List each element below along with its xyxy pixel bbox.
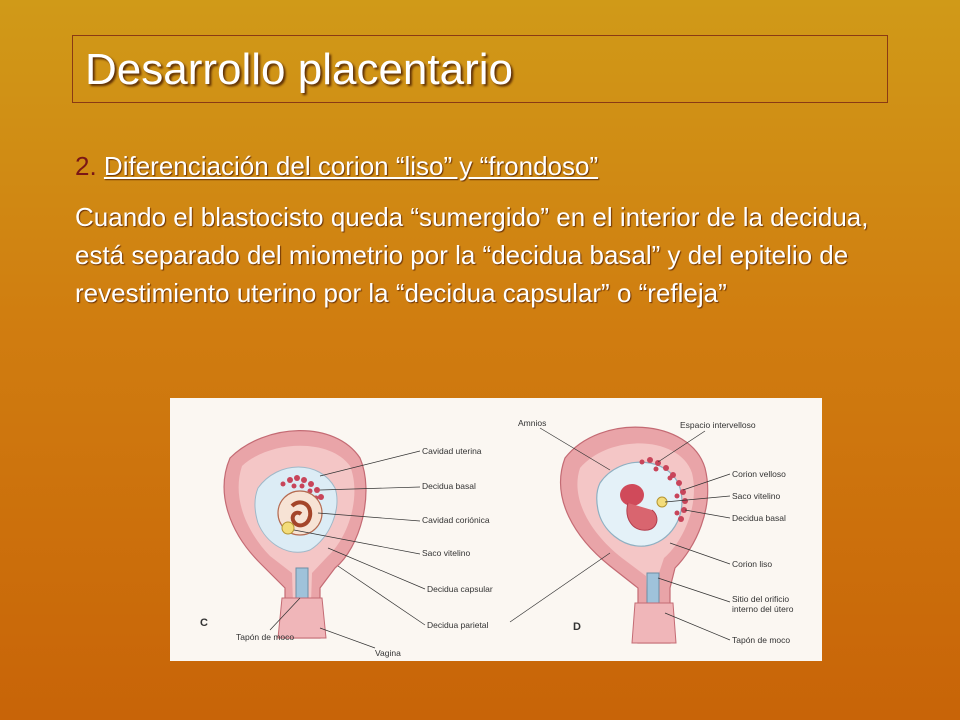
section-number: 2. bbox=[75, 151, 97, 181]
panel-c-letter: C bbox=[200, 617, 208, 629]
label-saco-vitelino-c: Saco vitelino bbox=[422, 548, 471, 558]
label-decidua-capsular: Decidua capsular bbox=[427, 584, 493, 594]
label-cavidad-uterina: Cavidad uterina bbox=[422, 446, 482, 456]
panel-d-letter: D bbox=[573, 621, 581, 633]
body-paragraph: Cuando el blastocisto queda “sumergido” en el interior de la decidua, está separado del miometrio por la “decidua basal” y del epitelio de revestimiento uterino por la “decidua capsular” o “refleja” bbox=[75, 202, 869, 308]
placenta-diagram bbox=[170, 398, 822, 661]
section-title: Diferenciación del corion “liso” y “frondoso” bbox=[103, 151, 599, 181]
label-saco-vitelino-d: Saco vitelino bbox=[732, 491, 781, 501]
label-tapon-de-moco-c: Tapón de moco bbox=[236, 632, 295, 642]
slide-title: Desarrollo placentario bbox=[85, 45, 513, 94]
label-decidua-parietal: Decidua parietal bbox=[427, 620, 489, 630]
label-vagina: Vagina bbox=[375, 648, 401, 658]
label-espacio-intervelloso: Espacio intervelloso bbox=[680, 420, 756, 430]
label-amnios: Amnios bbox=[518, 418, 547, 428]
label-decidua-basal-d: Decidua basal bbox=[732, 513, 786, 523]
section-heading bbox=[75, 150, 598, 182]
label-corion-liso: Corion liso bbox=[732, 559, 773, 569]
placenta-diagram-svg bbox=[170, 398, 822, 661]
label-sitio-orificio-1: Sitio del orificio bbox=[732, 594, 790, 604]
label-tapon-de-moco-d: Tapón de moco bbox=[732, 635, 791, 645]
title-box bbox=[72, 35, 888, 103]
panel-d-drawing bbox=[561, 427, 708, 643]
label-sitio-orificio-2: interno del útero bbox=[732, 604, 794, 614]
label-corion-velloso: Corion velloso bbox=[732, 469, 786, 479]
panel-c-drawing bbox=[200, 431, 366, 638]
label-cavidad-corionica: Cavidad coriónica bbox=[422, 515, 490, 525]
label-decidua-basal-c: Decidua basal bbox=[422, 481, 476, 491]
